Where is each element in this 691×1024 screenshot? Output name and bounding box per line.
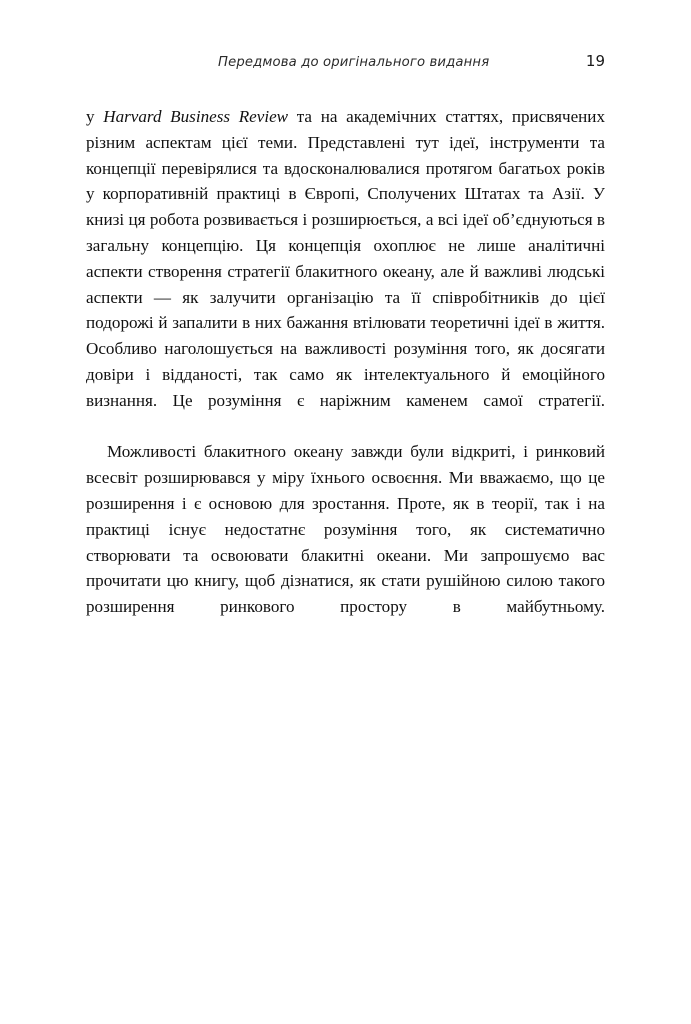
- body-text-block: [86, 104, 605, 646]
- running-head-title: Передмова до оригінального видання: [218, 55, 490, 70]
- paragraph-closing: [86, 439, 605, 645]
- text-run: у: [86, 107, 104, 126]
- italic-run: Harvard Business Review: [103, 107, 289, 126]
- text-run: Можливості блакитного океану завжди були відкриті, і ринковий всесвіт розширювався у міру їхнього освоєння. Ми вважаємо, що це розширення і є основою для зростання. Проте, як в теорії, так і на практиці існує недостатнє розуміння того, як систематично створювати та освоювати блакитні океани. Ми запрошуємо вас прочитати цю книгу, щоб дізнатися, як стати рушійною силою такого розширення ринкового простору в майбутньому.: [86, 442, 605, 617]
- text-run: та на академічних статтях, присвячених різним аспектам цієї теми. Представлені тут ідеї, інструменти та концепції перевірялися та вдосконалювалися протягом багатьох років у корпоративній практиці в Європі, Сполучених Штатах та Азії. У книзі ця робота розвивається і розширюється, а всі ідеї об’єднуються в загальну концепцію. Ця концепція охоплює не лише аналітичні аспекти створення стратегії блакитного океану, але й важливі людські аспекти — як залучити організацію та її співробітників до цієї подорожі й запалити в них бажання втілювати теоретичні ідеї в життя. Особливо наголошується на важливості розуміння того, як досягати довіри і відданості, так само як інтелектуального й емоційного визнання. Це розуміння є наріжним каменем самої стратегії.: [86, 107, 606, 410]
- page-number: 19: [585, 52, 605, 70]
- paragraph-continued: [86, 104, 605, 439]
- running-head: [86, 52, 605, 76]
